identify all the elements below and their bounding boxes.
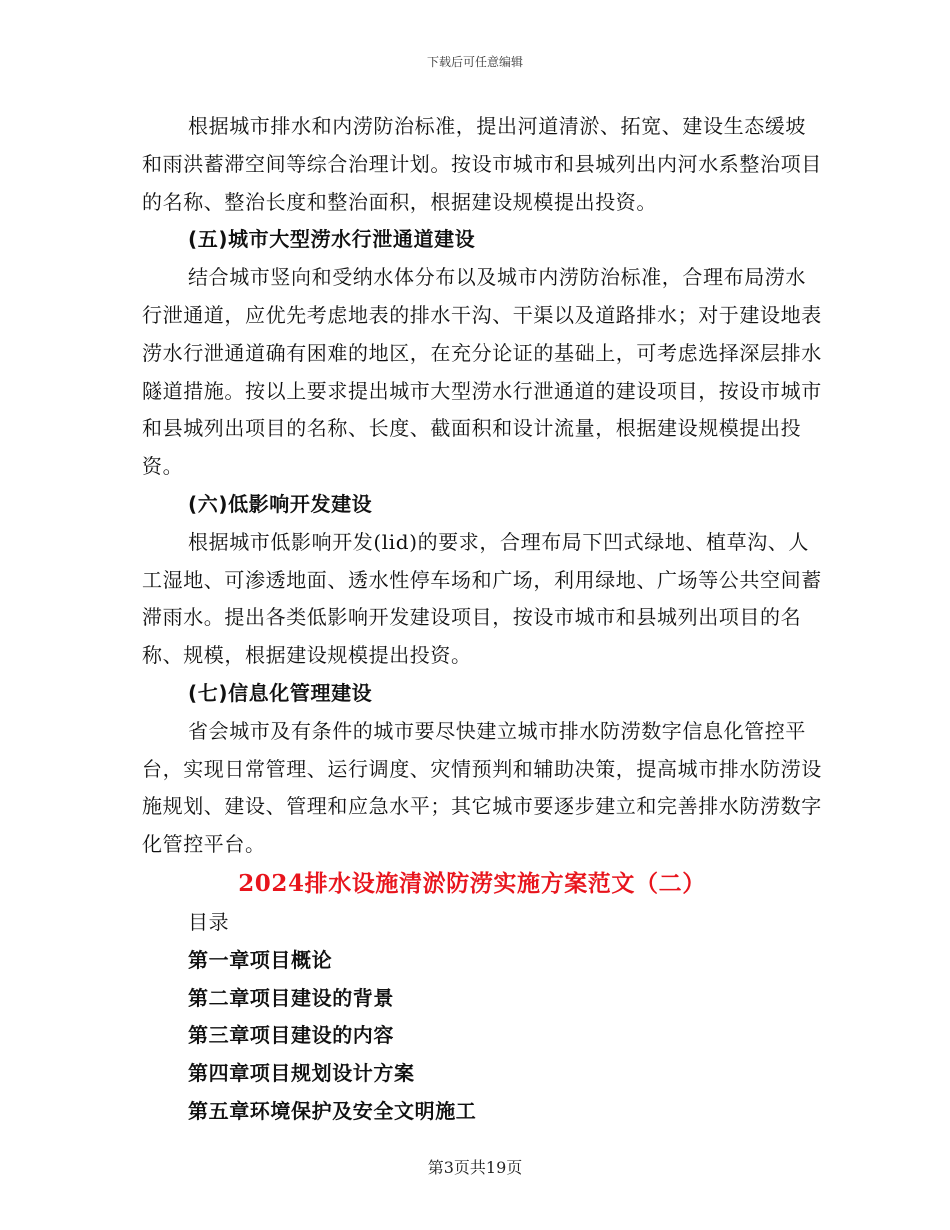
toc-item: 第三章项目建设的内容 <box>188 1023 394 1048</box>
paragraph-river-dredging: 根据城市排水和内涝防治标准，提出河道清淤、拓宽、建设生态缓坡和雨洪蓄滞空间等综合治理计划。按设市城市和县城列出内河水系整治项目的名称、整治长度和整治面积，根据建设规模提出投资。 <box>142 114 822 214</box>
page-number-footer: 第3页共19页 <box>427 1158 523 1177</box>
toc-item: 第五章环境保护及安全文明施工 <box>188 1098 477 1123</box>
toc-label: 目录 <box>188 909 230 934</box>
heading-section-7: (七)信息化管理建设 <box>188 680 373 705</box>
document-body <box>142 108 822 1131</box>
heading-section-6: (六)低影响开发建设 <box>188 491 373 516</box>
paragraph-low-impact: 根据城市低影响开发(lid)的要求，合理布局下凹式绿地、植草沟、人工湿地、可渗透地面、透水性停车场和广场，利用绿地、广场等公共空间蓄滞雨水。提出各类低影响开发建设项目，按设市城市和县城列出项目的名称、规模，根据建设规模提出投资。 <box>142 529 822 668</box>
toc-item: 第四章项目规划设计方案 <box>188 1061 415 1086</box>
page-header-note: 下载后可任意编辑 <box>426 55 523 69</box>
toc-item: 第二章项目建设的背景 <box>188 985 394 1010</box>
heading-section-5: (五)城市大型涝水行泄通道建设 <box>188 227 476 252</box>
paragraph-information-management: 省会城市及有条件的城市要尽快建立城市排水防涝数字信息化管控平台，实现日常管理、运行调度、灾情预判和辅助决策，提高城市排水防涝设施规划、建设、管理和应急水平；其它城市要逐步建立和完善排水防涝数字化管控平台。 <box>142 718 822 857</box>
toc-item: 第一章项目概论 <box>188 947 333 972</box>
section-title: 2024排水设施清淤防涝实施方案范文（二） <box>238 869 706 897</box>
paragraph-drainage-channels: 结合城市竖向和受纳水体分布以及城市内涝防治标准，合理布局涝水行泄通道，应优先考虑地表的排水干沟、干渠以及道路排水；对于建设地表涝水行泄通道确有困难的地区，在充分论证的基础上，可考虑选择深层排水隧道措施。按以上要求提出城市大型涝水行泄通道的建设项目，按设市城市和县城列出项目的名称、长度、截面积和设计流量，根据建设规模提出投资。 <box>142 265 822 479</box>
